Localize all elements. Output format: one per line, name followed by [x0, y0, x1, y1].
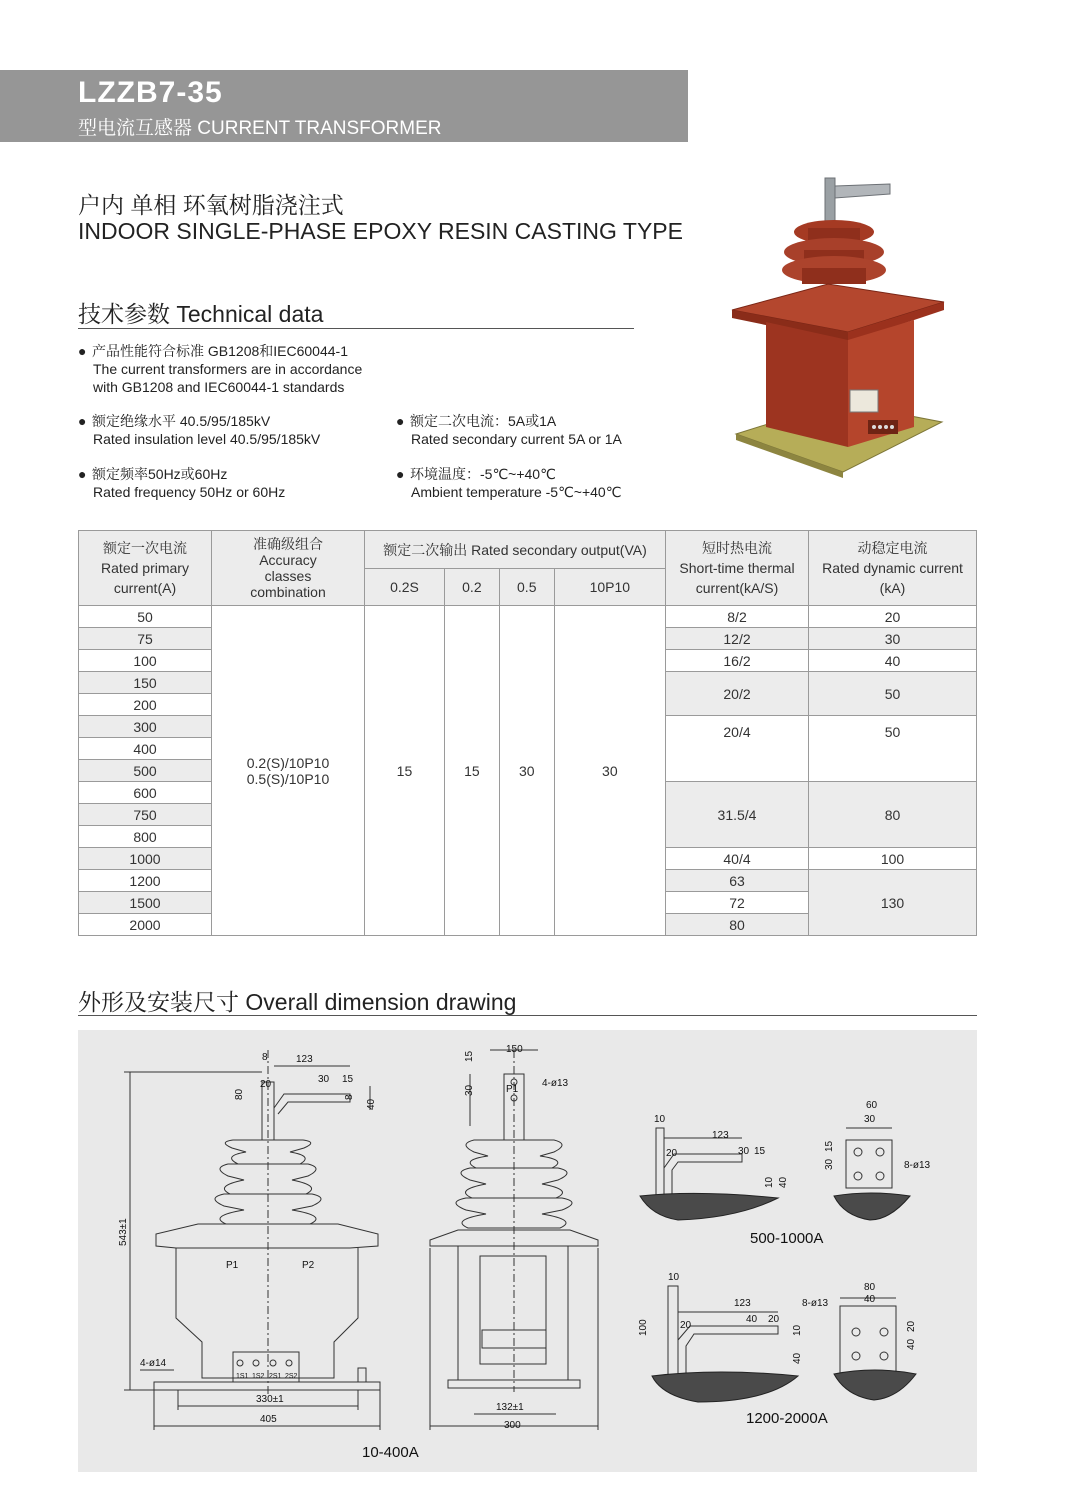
- detail-1200-2000: [652, 1286, 916, 1402]
- dim-label: 30: [864, 1114, 876, 1125]
- dim-label: 30: [738, 1146, 750, 1157]
- dim-label: 20: [260, 1079, 272, 1090]
- primary-cell: 50: [79, 606, 212, 628]
- thermal-cell: 8/2: [666, 606, 809, 628]
- header-accuracy: 准确级组合 Accuracy classes combination: [212, 531, 365, 606]
- dim-label: 40: [778, 1176, 789, 1188]
- primary-cell: 300: [79, 716, 212, 738]
- dim-label: P1: [506, 1084, 519, 1095]
- primary-cell: 500: [79, 760, 212, 782]
- dim-label: 15: [464, 1050, 475, 1062]
- dim-label: 543±1: [118, 1218, 129, 1246]
- primary-cell: 75: [79, 628, 212, 650]
- dim-label: 100: [638, 1319, 649, 1336]
- dim-label: P2: [302, 1260, 315, 1271]
- dim-label: 30: [318, 1074, 330, 1085]
- dynamic-cell: 80: [809, 782, 977, 848]
- dim-label: 2S2: [285, 1373, 298, 1380]
- dim-label: 40: [746, 1314, 758, 1325]
- dim-label: 15: [824, 1140, 835, 1152]
- thermal-cell: 20/4: [666, 716, 809, 782]
- dim-label: 4-ø13: [542, 1078, 569, 1089]
- dim-label: 10: [668, 1272, 680, 1283]
- thermal-cell: 80: [666, 914, 809, 936]
- thermal-cell: 12/2: [666, 628, 809, 650]
- dynamic-cell: 100: [809, 848, 977, 870]
- thermal-cell: 31.5/4: [666, 782, 809, 848]
- primary-cell: 1000: [79, 848, 212, 870]
- header-banner: [0, 70, 688, 142]
- spec-frequency: ● 额定频率50Hz或60Hz Rated frequency 50Hz or 60Hz: [78, 466, 286, 500]
- dim-label: 15: [754, 1146, 766, 1157]
- technical-table: [78, 530, 977, 936]
- type-en: INDOOR SINGLE-PHASE EPOXY RESIN CASTING TYPE: [78, 218, 683, 244]
- thermal-cell: 72: [666, 892, 809, 914]
- primary-cell: 1200: [79, 870, 212, 892]
- dimension-drawing: [78, 1030, 977, 1472]
- dim-label: 15: [342, 1074, 354, 1085]
- spec-insulation: ● 额定绝缘水平 40.5/95/185kV Rated insulation level 40.5/95/185kV: [78, 413, 321, 447]
- header-output-05: 0.5: [499, 569, 554, 606]
- dynamic-cell: 20: [809, 606, 977, 628]
- dim-label: P1: [226, 1260, 239, 1271]
- dim-label: 80: [234, 1088, 245, 1100]
- header-output-02s: 0.2S: [365, 569, 445, 606]
- primary-cell: 100: [79, 650, 212, 672]
- dim-label: 40: [906, 1338, 917, 1350]
- dim-label: 30: [464, 1084, 475, 1096]
- detail-500-1000: [640, 1128, 910, 1220]
- dim-label: 40: [366, 1098, 377, 1110]
- dim-label: 10: [792, 1324, 803, 1336]
- dim-label: 132±1: [496, 1402, 524, 1413]
- primary-cell: 150: [79, 672, 212, 694]
- model-subtitle: 型电流互感器 CURRENT TRANSFORMER: [78, 118, 442, 139]
- header-output-10p10: 10P10: [554, 569, 665, 606]
- dim-label: 80: [864, 1282, 876, 1293]
- output-cell: 15: [444, 606, 499, 936]
- dim-label: 30: [824, 1158, 835, 1170]
- type-cn: 户内 单相 环氧树脂浇注式: [78, 192, 344, 218]
- dim-label: 150: [506, 1044, 523, 1055]
- dim-label: 60: [866, 1100, 878, 1111]
- dim-label: 20: [906, 1320, 917, 1332]
- dimension-drawing-title: 外形及安装尺寸 Overall dimension drawing: [78, 984, 977, 1016]
- dim-label: 40: [792, 1352, 803, 1364]
- primary-cell: 2000: [79, 914, 212, 936]
- dynamic-cell: 30: [809, 628, 977, 650]
- product-photo: [728, 172, 948, 482]
- model-title: LZZB7-35: [78, 76, 223, 109]
- dim-label: 330±1: [256, 1394, 284, 1405]
- primary-cell: 400: [79, 738, 212, 760]
- dim-label: 20: [768, 1314, 780, 1325]
- accuracy-cell: 0.2(S)/10P10 0.5(S)/10P10: [212, 606, 365, 936]
- spec-temperature: ● 环境温度：-5℃~+40℃ Ambient temperature -5℃~+40℃: [396, 466, 622, 500]
- technical-data-title: 技术参数 Technical data: [78, 296, 634, 329]
- dim-label: 405: [260, 1414, 277, 1425]
- dim-label: 4-ø14: [140, 1358, 167, 1369]
- output-cell: 15: [365, 606, 445, 936]
- dynamic-cell: 50: [809, 672, 977, 716]
- header-output: 额定二次输出 Rated secondary output(VA): [365, 531, 666, 569]
- dim-label: 8-ø13: [802, 1298, 829, 1309]
- dynamic-cell: 40: [809, 650, 977, 672]
- primary-cell: 800: [79, 826, 212, 848]
- primary-cell: 1500: [79, 892, 212, 914]
- thermal-cell: 40/4: [666, 848, 809, 870]
- dim-label: 123: [734, 1298, 751, 1309]
- primary-cell: 600: [79, 782, 212, 804]
- dim-label: 10: [654, 1114, 666, 1125]
- primary-cell: 750: [79, 804, 212, 826]
- side-view: [430, 1050, 598, 1430]
- thermal-cell: 63: [666, 870, 809, 892]
- thermal-cell: 20/2: [666, 672, 809, 716]
- dim-label: 1S1: [236, 1373, 249, 1380]
- spec-standard: ● 产品性能符合标准 GB1208和IEC60044-1 The current transformers are in accordance with GB1208 and IEC60044-1 standards: [78, 343, 363, 395]
- spec-secondary-current: ● 额定二次电流：5A或1A Rated secondary current 5A or 1A: [396, 413, 622, 447]
- dynamic-cell: 50: [809, 716, 977, 782]
- output-cell: 30: [554, 606, 665, 936]
- dim-label: 123: [296, 1054, 313, 1065]
- dim-label: 20: [680, 1320, 692, 1331]
- dim-label: 8: [344, 1094, 355, 1100]
- dim-label: 123: [712, 1130, 729, 1141]
- dim-label: 2S1: [269, 1373, 282, 1380]
- header-output-02: 0.2: [444, 569, 499, 606]
- caption-1200-2000a: 1200-2000A: [746, 1410, 828, 1427]
- dim-label: 300: [504, 1420, 521, 1431]
- dim-label: 10: [764, 1176, 775, 1188]
- dynamic-cell: 130: [809, 870, 977, 936]
- dim-label: 40: [864, 1294, 876, 1305]
- dim-label: 8: [262, 1052, 268, 1063]
- output-cell: 30: [499, 606, 554, 936]
- caption-10-400a: 10-400A: [362, 1444, 419, 1461]
- header-thermal: 短时热电流 Short-time thermal current(kA/S): [666, 531, 809, 606]
- header-dynamic: 动稳定电流 Rated dynamic current (kA): [809, 531, 977, 606]
- thermal-cell: 16/2: [666, 650, 809, 672]
- primary-cell: 200: [79, 694, 212, 716]
- dim-label: 8-ø13: [904, 1160, 931, 1171]
- header-primary: 额定一次电流 Rated primary current(A): [79, 531, 212, 606]
- dim-label: 1S2: [252, 1373, 265, 1380]
- dim-label: 20: [666, 1148, 678, 1159]
- caption-500-1000a: 500-1000A: [750, 1230, 824, 1247]
